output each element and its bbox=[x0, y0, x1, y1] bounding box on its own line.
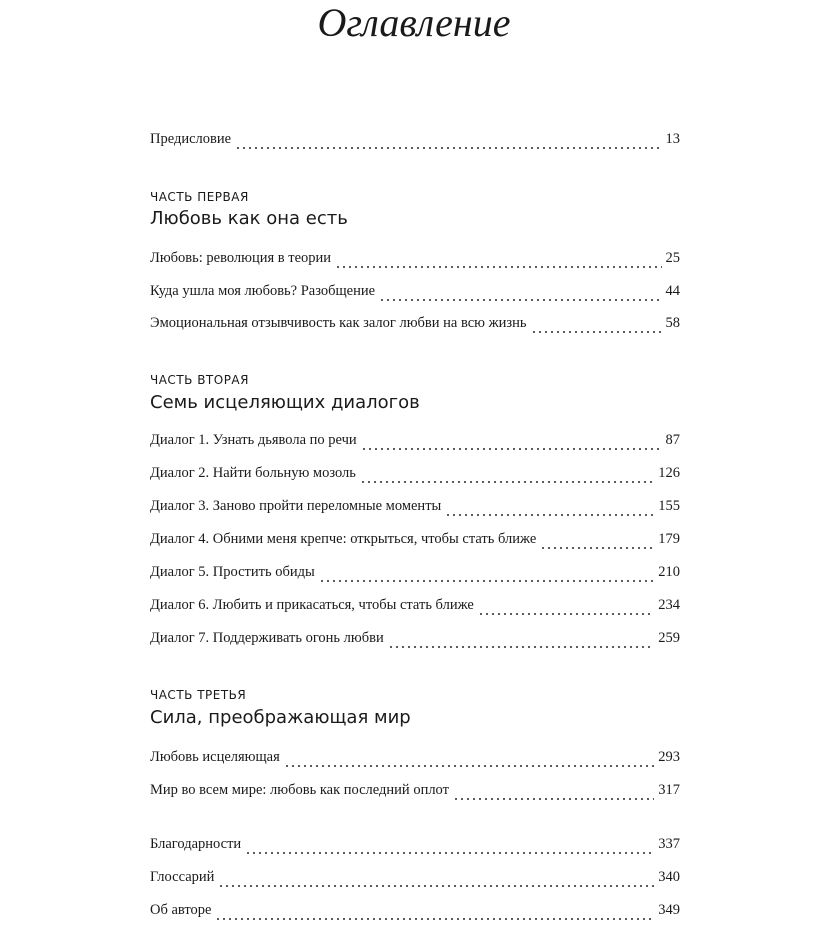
toc-entry-label: Предисловие bbox=[150, 131, 232, 147]
toc-entry-page: 25 bbox=[665, 250, 680, 266]
toc-entry-label: Глоссарий bbox=[150, 869, 215, 885]
toc-entry-label: Любовь: революция в теории bbox=[150, 250, 332, 266]
toc-entry[interactable] bbox=[150, 250, 680, 274]
toc-entry-page: 126 bbox=[658, 465, 680, 481]
toc-entry-page: 44 bbox=[665, 283, 680, 299]
part-1-title: Любовь как она есть bbox=[150, 208, 348, 229]
toc-entry-label: Любовь исцеляющая bbox=[150, 749, 280, 765]
toc-entry-preface[interactable] bbox=[150, 131, 680, 155]
part-2-title: Семь исцеляющих диалогов bbox=[150, 392, 420, 413]
part-1-label: ЧАСТЬ ПЕРВАЯ bbox=[150, 190, 249, 204]
toc-entry-label: Диалог 5. Простить обиды bbox=[150, 564, 315, 580]
dot-leader bbox=[531, 329, 662, 335]
toc-entry[interactable] bbox=[150, 498, 680, 522]
dot-leader bbox=[360, 479, 654, 485]
toc-entry-page: 234 bbox=[658, 597, 680, 613]
toc-entry-label: Диалог 4. Обними меня крепче: открыться, чтобы стать ближе bbox=[150, 531, 537, 547]
toc-entry[interactable] bbox=[150, 630, 680, 654]
toc-entry-page: 155 bbox=[658, 498, 680, 514]
toc-entry-page: 179 bbox=[658, 531, 680, 547]
toc-entry-page: 337 bbox=[658, 836, 680, 852]
dot-leader bbox=[453, 796, 654, 802]
toc-entry[interactable] bbox=[150, 531, 680, 555]
toc-entry[interactable] bbox=[150, 315, 680, 339]
toc-entry-glossary[interactable] bbox=[150, 869, 680, 893]
toc-entry[interactable] bbox=[150, 564, 680, 588]
part-3-title: Сила, преображающая мир bbox=[150, 707, 411, 728]
toc-entry-label: Диалог 3. Заново пройти переломные моменты bbox=[150, 498, 442, 514]
toc-entry[interactable] bbox=[150, 432, 680, 456]
toc-entry[interactable] bbox=[150, 749, 680, 773]
toc-entry-acknowledgements[interactable] bbox=[150, 836, 680, 860]
toc-entry-page: 349 bbox=[658, 902, 680, 918]
dot-leader bbox=[215, 916, 654, 922]
part-3-label: ЧАСТЬ ТРЕТЬЯ bbox=[150, 688, 247, 702]
dot-leader bbox=[235, 145, 661, 151]
toc-entry-label: Мир во всем мире: любовь как последний оплот bbox=[150, 782, 449, 798]
toc-entry-label: Диалог 2. Найти больную мозоль bbox=[150, 465, 356, 481]
toc-entry-label: Диалог 6. Любить и прикасаться, чтобы стать ближе bbox=[150, 597, 474, 613]
toc-entry[interactable] bbox=[150, 597, 680, 621]
dot-leader bbox=[379, 297, 661, 303]
dot-leader bbox=[361, 446, 662, 452]
toc-entry-page: 340 bbox=[658, 869, 680, 885]
toc-entry-page: 13 bbox=[665, 131, 680, 147]
dot-leader bbox=[478, 611, 654, 617]
toc-entry-label: Диалог 7. Поддерживать огонь любви bbox=[150, 630, 384, 646]
toc-entry-page: 58 bbox=[665, 315, 680, 331]
toc-entry[interactable] bbox=[150, 465, 680, 489]
toc-entry-page: 259 bbox=[658, 630, 680, 646]
toc-entry[interactable] bbox=[150, 782, 680, 806]
toc-entry-label: Эмоциональная отзывчивость как залог любви на всю жизнь bbox=[150, 315, 527, 331]
toc-entry-label: Куда ушла моя любовь? Разобщение bbox=[150, 283, 376, 299]
toc-entry-page: 210 bbox=[658, 564, 680, 580]
toc-entry-page: 317 bbox=[658, 782, 680, 798]
dot-leader bbox=[319, 578, 655, 584]
dot-leader bbox=[218, 883, 654, 889]
toc-entry-label: Диалог 1. Узнать дьявола по речи bbox=[150, 432, 357, 448]
toc-entry-label: Об авторе bbox=[150, 902, 212, 918]
dot-leader bbox=[335, 264, 661, 270]
toc-entry-page: 87 bbox=[665, 432, 680, 448]
toc-entry-page: 293 bbox=[658, 749, 680, 765]
dot-leader bbox=[388, 644, 655, 650]
toc-entry[interactable] bbox=[150, 283, 680, 307]
part-2-label: ЧАСТЬ ВТОРАЯ bbox=[150, 373, 249, 387]
page-title: Оглавление bbox=[317, 0, 511, 45]
dot-leader bbox=[284, 763, 654, 769]
dot-leader bbox=[445, 512, 654, 518]
toc-entry-label: Благодарности bbox=[150, 836, 242, 852]
toc-entry-about-author[interactable] bbox=[150, 902, 680, 926]
dot-leader bbox=[245, 850, 654, 856]
dot-leader bbox=[540, 545, 654, 551]
